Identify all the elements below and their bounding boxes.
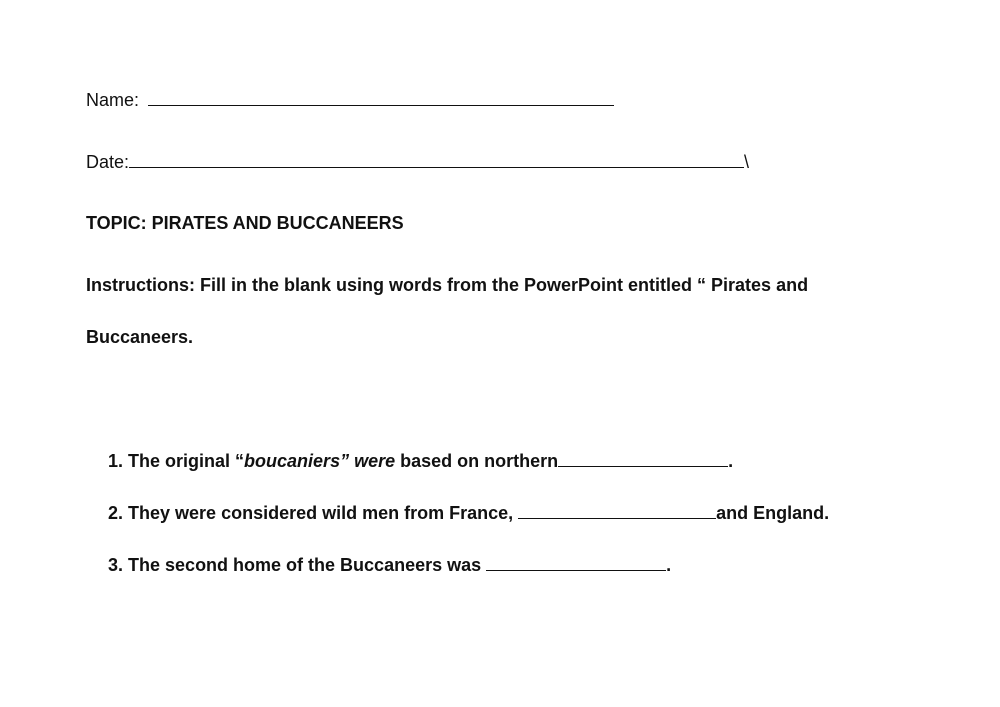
question-number: 3.	[108, 555, 124, 575]
question-number: 2.	[108, 503, 124, 523]
question-text: .	[666, 555, 672, 575]
name-field[interactable]	[148, 89, 614, 106]
question-text: They were considered wild men from France,	[128, 503, 514, 523]
question-text: based on northern	[395, 451, 559, 471]
date-label: Date:	[86, 152, 130, 172]
instructions-line-1: Instructions: Fill in the blank using words from the PowerPoint entitled “ Pirates and	[86, 275, 809, 295]
answer-blank-1[interactable]	[558, 450, 728, 467]
question-2	[108, 501, 829, 525]
answer-blank-2[interactable]	[518, 502, 716, 519]
date-trailing-mark: \	[744, 152, 750, 172]
topic-heading: TOPIC: PIRATES AND BUCCANEERS	[86, 213, 404, 233]
name-label: Name:	[86, 90, 140, 110]
question-number: 1.	[108, 451, 124, 471]
question-1	[108, 449, 733, 473]
question-text: The original “	[128, 451, 245, 471]
question-text: .	[728, 451, 734, 471]
date-field[interactable]	[129, 151, 744, 168]
question-3	[108, 553, 671, 577]
question-text: The second home of the Buccaneers was	[128, 555, 482, 575]
name-row	[86, 88, 614, 112]
date-row	[86, 150, 749, 174]
question-text: and England.	[716, 503, 830, 523]
instructions-line-2: Buccaneers.	[86, 327, 194, 347]
question-text-italic: boucaniers” were	[244, 451, 396, 471]
answer-blank-3[interactable]	[486, 554, 666, 571]
